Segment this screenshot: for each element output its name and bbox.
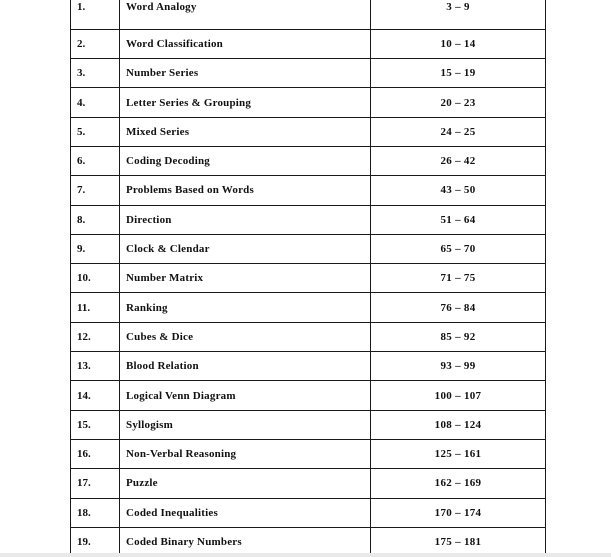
page-range: 24 – 25	[440, 125, 476, 138]
chapter-title-cell	[120, 381, 371, 410]
page-range-cell	[371, 264, 546, 293]
chapter-number: 11.	[77, 301, 91, 314]
page-range: 51 – 64	[440, 213, 476, 226]
table-row	[71, 264, 546, 293]
chapter-number-cell	[71, 469, 120, 498]
chapter-title: Non-Verbal Reasoning	[126, 448, 237, 461]
page-range-cell	[371, 469, 546, 498]
chapter-title: Blood Relation	[126, 360, 199, 373]
chapter-title: Word Classification	[126, 37, 223, 50]
page-range-cell	[371, 29, 546, 58]
chapter-number-cell	[71, 176, 120, 205]
page-range: 175 – 181	[434, 535, 482, 548]
toc-body	[71, 0, 546, 557]
page-range: 162 – 169	[434, 477, 482, 490]
page-range: 76 – 84	[440, 301, 476, 314]
chapter-title-cell	[120, 59, 371, 88]
page-range: 10 – 14	[440, 37, 476, 50]
chapter-number: 5.	[77, 125, 86, 138]
chapter-title: Number Matrix	[126, 272, 204, 285]
viewer-bottom-edge	[0, 553, 611, 557]
chapter-number-cell	[71, 146, 120, 175]
page-range-cell	[371, 0, 546, 29]
page-range: 3 – 9	[446, 1, 470, 14]
table-row	[71, 352, 546, 381]
chapter-title-cell	[120, 439, 371, 468]
chapter-number-cell	[71, 381, 120, 410]
chapter-number-cell	[71, 352, 120, 381]
chapter-number-cell	[71, 117, 120, 146]
chapter-number-cell	[71, 234, 120, 263]
chapter-title-cell	[120, 469, 371, 498]
chapter-title-cell	[120, 117, 371, 146]
table-row	[71, 293, 546, 322]
table-row	[71, 146, 546, 175]
chapter-number: 1.	[77, 1, 86, 14]
table-row	[71, 322, 546, 351]
chapter-title: Puzzle	[126, 477, 158, 490]
page-range-cell	[371, 88, 546, 117]
chapter-title: Number Series	[126, 67, 199, 80]
chapter-title-cell	[120, 176, 371, 205]
chapter-title: Ranking	[126, 301, 168, 314]
chapter-number: 6.	[77, 155, 86, 168]
page-range: 170 – 174	[434, 506, 482, 519]
chapter-title-cell	[120, 0, 371, 29]
chapter-number: 8.	[77, 213, 86, 226]
chapter-number-cell	[71, 410, 120, 439]
chapter-number: 9.	[77, 243, 86, 256]
page-range-cell	[371, 352, 546, 381]
page-range: 93 – 99	[440, 360, 476, 373]
chapter-title: Syllogism	[126, 418, 174, 431]
table-of-contents	[70, 0, 546, 557]
page-range-cell	[371, 117, 546, 146]
chapter-number-cell	[71, 29, 120, 58]
page-range: 43 – 50	[440, 184, 476, 197]
chapter-number: 18.	[77, 506, 91, 519]
table-row	[71, 498, 546, 527]
chapter-title: Problems Based on Words	[126, 184, 254, 197]
page-range: 108 – 124	[434, 418, 482, 431]
page-range: 15 – 19	[440, 67, 476, 80]
chapter-title: Direction	[126, 213, 172, 226]
chapter-title: Word Analogy	[126, 1, 197, 14]
chapter-title-cell	[120, 88, 371, 117]
page-range: 71 – 75	[440, 272, 476, 285]
chapter-title-cell	[120, 29, 371, 58]
chapter-number-cell	[71, 205, 120, 234]
table-row	[71, 469, 546, 498]
chapter-title: Cubes & Dice	[126, 330, 194, 343]
chapter-title-cell	[120, 205, 371, 234]
chapter-title: Coded Inequalities	[126, 506, 218, 519]
page-range-cell	[371, 59, 546, 88]
page-range-cell	[371, 381, 546, 410]
table-row	[71, 410, 546, 439]
page-range-cell	[371, 322, 546, 351]
chapter-number-cell	[71, 264, 120, 293]
chapter-number: 7.	[77, 184, 86, 197]
chapter-number: 4.	[77, 96, 86, 109]
page-range-cell	[371, 146, 546, 175]
chapter-title-cell	[120, 322, 371, 351]
chapter-number-cell	[71, 498, 120, 527]
chapter-title: Coding Decoding	[126, 155, 210, 168]
chapter-title-cell	[120, 293, 371, 322]
table-row	[71, 0, 546, 29]
page-range-cell	[371, 205, 546, 234]
chapter-number: 17.	[77, 477, 91, 490]
table-row	[71, 205, 546, 234]
page-range: 85 – 92	[440, 330, 476, 343]
chapter-number-cell	[71, 293, 120, 322]
table-row	[71, 176, 546, 205]
chapter-title-cell	[120, 410, 371, 439]
chapter-number: 3.	[77, 67, 86, 80]
table-row	[71, 29, 546, 58]
chapter-title: Coded Binary Numbers	[126, 535, 242, 548]
chapter-number-cell	[71, 322, 120, 351]
chapter-number: 13.	[77, 360, 91, 373]
chapter-number: 2.	[77, 37, 86, 50]
chapter-number: 16.	[77, 448, 91, 461]
page-range-cell	[371, 234, 546, 263]
chapter-number: 10.	[77, 272, 91, 285]
table-row	[71, 117, 546, 146]
page-range: 100 – 107	[434, 389, 482, 402]
page-range: 65 – 70	[440, 243, 476, 256]
chapter-title: Clock & Clendar	[126, 243, 210, 256]
chapter-number: 19.	[77, 535, 91, 548]
table-row	[71, 88, 546, 117]
page-range-cell	[371, 293, 546, 322]
chapter-number: 12.	[77, 330, 91, 343]
chapter-title: Logical Venn Diagram	[126, 389, 236, 402]
chapter-title-cell	[120, 264, 371, 293]
chapter-title-cell	[120, 498, 371, 527]
chapter-title: Letter Series & Grouping	[126, 96, 252, 109]
page-range-cell	[371, 410, 546, 439]
chapter-number-cell	[71, 439, 120, 468]
page-range-cell	[371, 498, 546, 527]
chapter-title: Mixed Series	[126, 125, 190, 138]
page-range-cell	[371, 176, 546, 205]
chapter-title-cell	[120, 146, 371, 175]
chapter-title-cell	[120, 234, 371, 263]
table-row	[71, 439, 546, 468]
chapter-title-cell	[120, 352, 371, 381]
table-row	[71, 59, 546, 88]
page-range: 125 – 161	[434, 448, 482, 461]
chapter-number-cell	[71, 88, 120, 117]
chapter-number-cell	[71, 0, 120, 29]
chapter-number: 15.	[77, 418, 91, 431]
page-range-cell	[371, 439, 546, 468]
page-range: 20 – 23	[440, 96, 476, 109]
chapter-number-cell	[71, 59, 120, 88]
table-row	[71, 381, 546, 410]
page-range: 26 – 42	[440, 155, 476, 168]
table-row	[71, 234, 546, 263]
chapter-number: 14.	[77, 389, 91, 402]
